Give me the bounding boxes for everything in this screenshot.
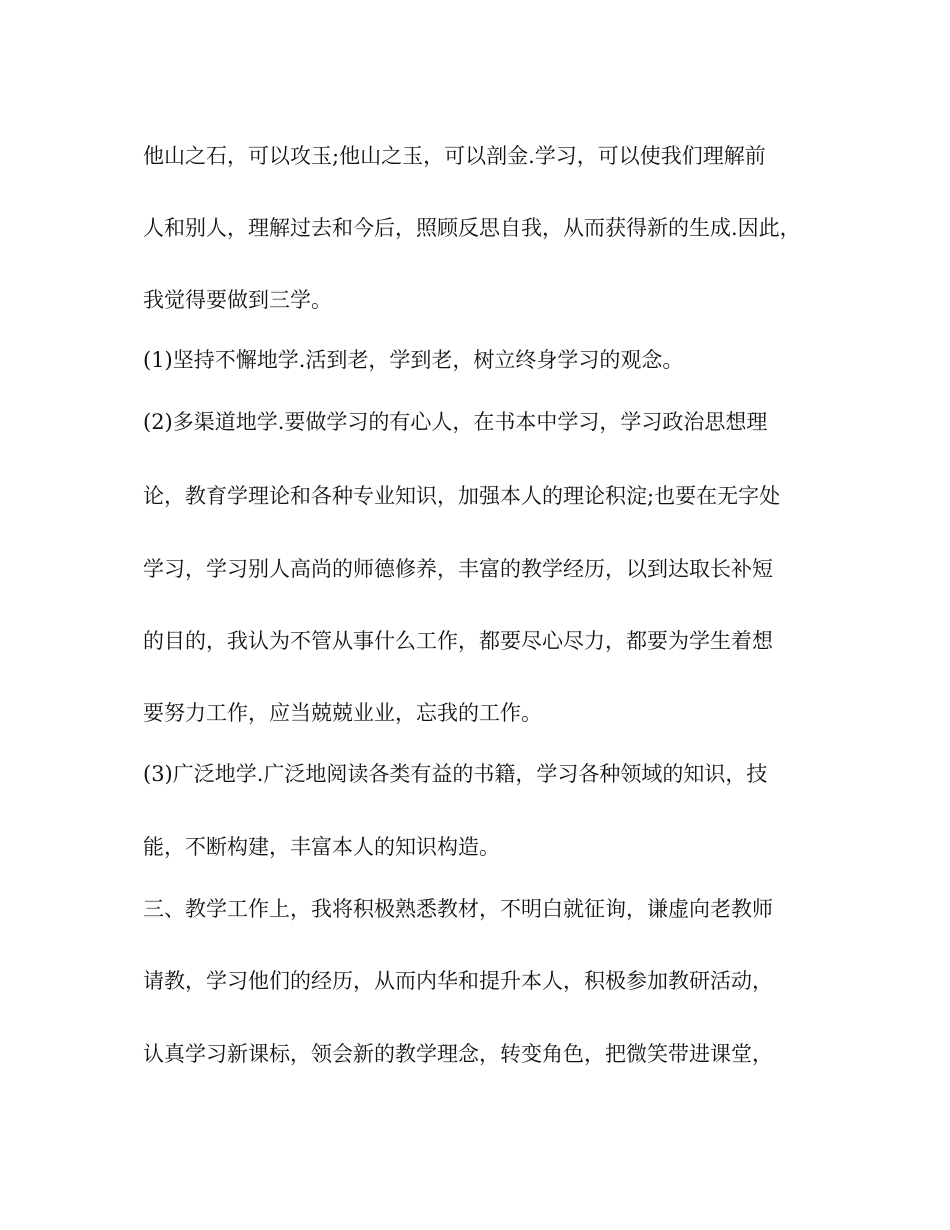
text-line: 认真学习新课标，领会新的教学理念，转变角色，把微笑带进课堂， xyxy=(143,1042,773,1066)
text-line: (1)坚持不懈地学.活到老，学到老，树立终身学习的观念。 xyxy=(143,348,684,372)
text-line: 要努力工作，应当兢兢业业，忘我的工作。 xyxy=(143,701,542,725)
text-line: 能，不断构建，丰富本人的知识构造。 xyxy=(143,835,500,859)
text-line: 请教，学习他们的经历，从而内华和提升本人，积极参加教研活动， xyxy=(143,969,773,993)
text-line: (3)广泛地学.广泛地阅读各类有益的书籍，学习各种领域的知识，技 xyxy=(143,762,768,786)
text-line: 的目的，我认为不管从事什么工作，都要尽心尽力，都要为学生着想 xyxy=(143,629,773,653)
text-line: 我觉得要做到三学。 xyxy=(143,288,332,312)
text-line: 人和别人，理解过去和今后，照顾反思自我，从而获得新的生成.因此， xyxy=(143,216,801,240)
text-line: 三、教学工作上，我将积极熟悉教材，不明白就征询，谦虚向老教师 xyxy=(143,897,773,921)
text-line: 他山之石，可以攻玉;他山之玉，可以剖金.学习，可以使我们理解前 xyxy=(143,144,766,168)
text-line: (2)多渠道地学.要做学习的有心人，在书本中学习，学习政治思想理 xyxy=(143,410,768,434)
text-line: 论，教育学理论和各种专业知识，加强本人的理论积淀;也要在无字处 xyxy=(143,484,781,508)
text-line: 学习，学习别人高尚的师德修养，丰富的教学经历，以到达取长补短 xyxy=(143,557,773,581)
